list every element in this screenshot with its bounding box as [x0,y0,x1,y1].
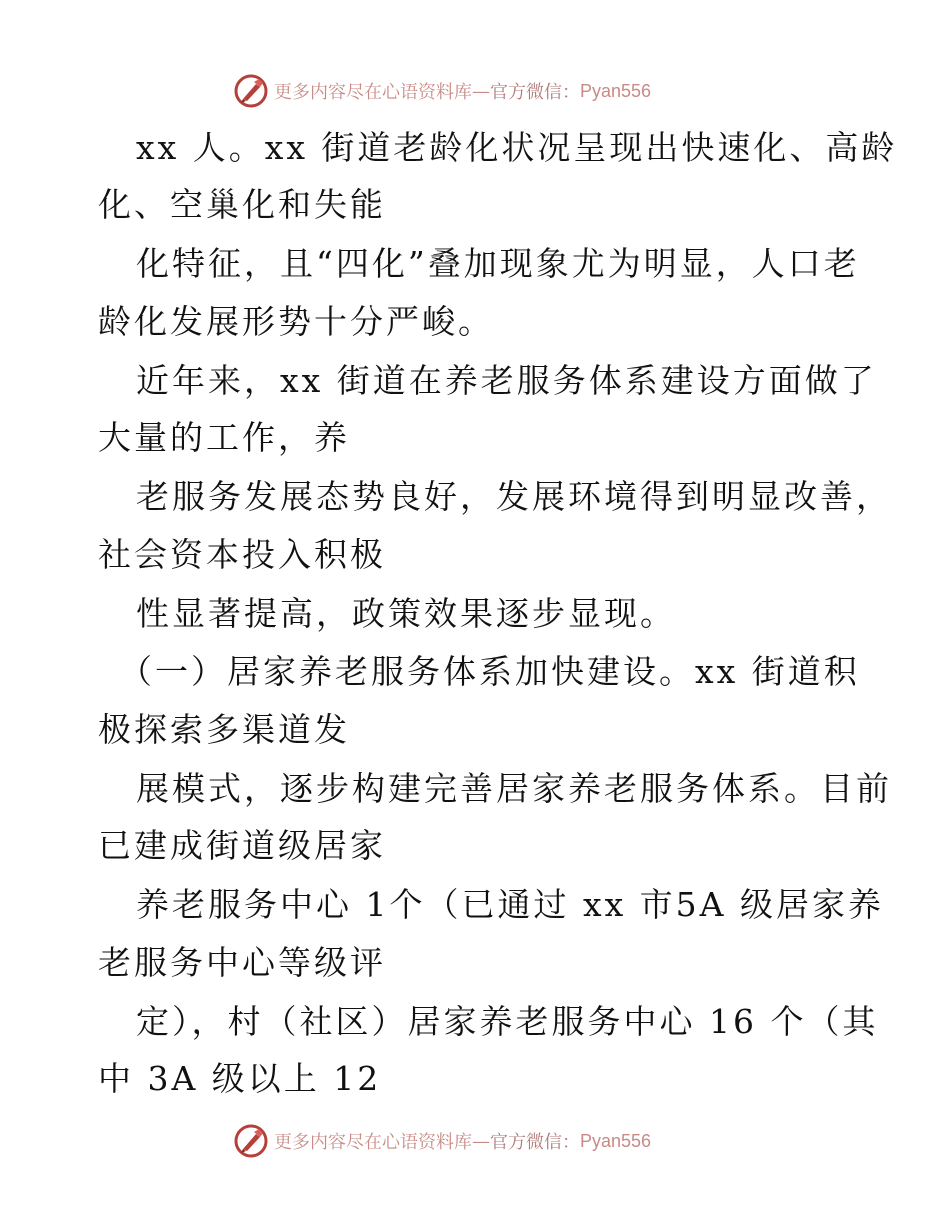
pen-logo-icon [234,74,268,108]
body-line: 龄化发展形势十分严峻。 [98,302,494,341]
body-line: 定），村（社区）居家养老服务中心 16 个（其 [136,1002,879,1041]
body-line: 中 3A 级以上 12 [98,1059,382,1098]
body-line: xx 人。xx 街道老龄化状况呈现出快速化、高龄 [136,128,898,167]
watermark-text: 更多内容尽在心语资料库 [274,1132,472,1153]
body-line: 社会资本投入积极 [98,535,386,574]
body-line: 性显著提高，政策效果逐步显现。 [136,594,676,633]
watermark-text: 更多内容尽在心语资料库 [274,82,472,103]
body-line: 极探索多渠道发 [98,710,350,749]
watermark-label: 官方微信： [490,1132,580,1153]
pen-logo-icon [234,1124,268,1158]
watermark-account: Pyan556 [580,80,652,101]
body-line: 近年来，xx 街道在养老服务体系建设方面做了 [136,361,877,400]
body-line: 展模式，逐步构建完善居家养老服务体系。目前 [136,769,892,808]
body-line: 已建成街道级居家 [98,826,386,865]
watermark-separator: — [472,1130,490,1152]
body-line: 老服务中心等级评 [98,943,386,982]
body-line: 化特征，且“四化”叠加现象尤为明显，人口老 [136,244,860,283]
watermark-label: 官方微信： [490,82,580,103]
body-line: 养老服务中心 1个（已通过 xx 市5A 级居家养 [136,885,885,924]
body-line: 化、空巢化和失能 [98,185,386,224]
header-watermark [234,71,651,111]
watermark-account: Pyan556 [580,1130,652,1151]
body-line: 老服务发展态势良好，发展环境得到明显改善， [136,477,892,516]
body-line: （一）居家养老服务体系加快建设。xx 街道积 [119,652,860,691]
body-line: 大量的工作，养 [98,418,350,457]
watermark-separator: — [472,80,490,102]
footer-watermark [234,1121,651,1161]
